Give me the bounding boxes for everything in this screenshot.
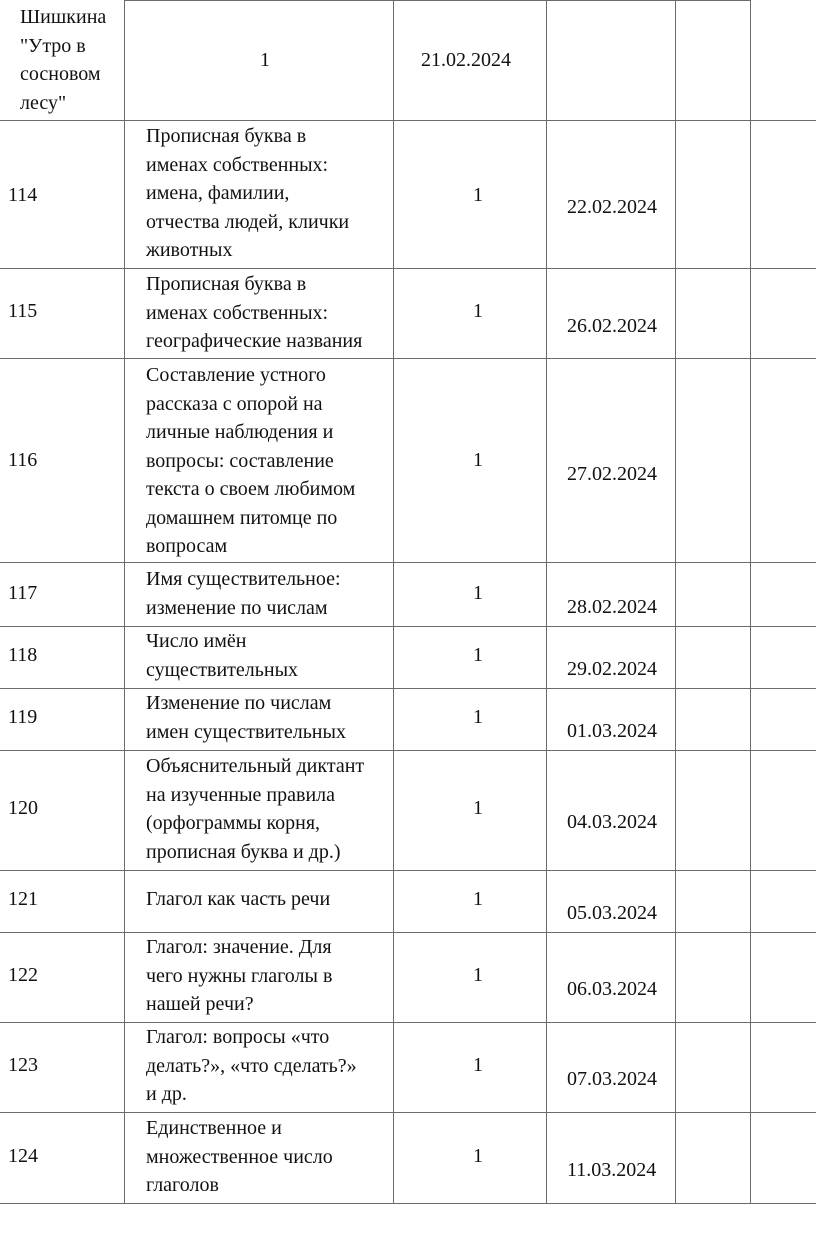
column-border <box>546 0 547 1204</box>
hours-cell: 1 <box>260 49 270 71</box>
date-cell: 26.02.2024 <box>567 315 657 337</box>
row-border <box>124 0 751 1</box>
hours-cell: 1 <box>473 1145 483 1167</box>
row-border <box>0 358 816 359</box>
hours-cell: 1 <box>473 582 483 604</box>
topic-cell: Прописная буква в именах собственных: имена, фамилии, отчества людей, клички животных <box>146 125 350 261</box>
topic-cell: Прописная буква в именах собственных: географические названия <box>146 273 363 352</box>
row-border <box>0 562 816 563</box>
lesson-number: 123 <box>8 1054 38 1076</box>
row-border <box>0 268 816 269</box>
row-border <box>0 688 816 689</box>
row-border <box>0 1112 816 1113</box>
topic-cell: Объяснительный диктант на изученные правила (орфограммы корня, прописная буква и др.) <box>146 755 365 863</box>
row-border <box>0 870 816 871</box>
row-border <box>0 120 816 121</box>
row-border <box>0 750 816 751</box>
lesson-number: 120 <box>8 797 38 819</box>
lesson-number: 119 <box>8 706 38 728</box>
lesson-number: 116 <box>8 449 38 471</box>
topic-cell: Глагол: вопросы «что делать?», «что сделать?» и др. <box>146 1026 357 1105</box>
date-cell: 04.03.2024 <box>567 811 657 833</box>
topic-cell: Шишкина "Утро в сосновом лесу" <box>20 6 107 114</box>
lesson-number: 122 <box>8 964 38 986</box>
column-border <box>750 0 751 1204</box>
topic-cell: Глагол как часть речи <box>146 888 331 910</box>
hours-cell: 1 <box>473 1054 483 1076</box>
lesson-number: 124 <box>8 1145 38 1167</box>
date-cell: 11.03.2024 <box>567 1159 657 1181</box>
date-cell: 21.02.2024 <box>421 49 511 71</box>
date-cell: 22.02.2024 <box>567 196 657 218</box>
column-border <box>393 0 394 1204</box>
row-border <box>0 1203 816 1204</box>
date-cell: 01.03.2024 <box>567 720 657 742</box>
topic-cell: Составление устного рассказа с опорой на личные наблюдения и вопросы: составление текста о своем любимом домашнем питомце по вопросам <box>146 364 356 557</box>
date-cell: 28.02.2024 <box>567 596 657 618</box>
column-border <box>675 0 676 1204</box>
date-cell: 27.02.2024 <box>567 463 657 485</box>
hours-cell: 1 <box>473 449 483 471</box>
date-cell: 07.03.2024 <box>567 1068 657 1090</box>
lesson-number: 121 <box>8 888 38 910</box>
hours-cell: 1 <box>473 964 483 986</box>
date-cell: 06.03.2024 <box>567 978 657 1000</box>
hours-cell: 1 <box>473 184 483 206</box>
date-cell: 29.02.2024 <box>567 658 657 680</box>
topic-cell: Число имён существительных <box>146 630 299 681</box>
topic-cell: Имя существительное: изменение по числам <box>146 568 341 619</box>
row-border <box>0 626 816 627</box>
hours-cell: 1 <box>473 888 483 910</box>
row-border <box>0 1022 816 1023</box>
lesson-number: 118 <box>8 644 38 666</box>
column-border <box>124 0 125 1204</box>
hours-cell: 1 <box>473 706 483 728</box>
date-cell: 05.03.2024 <box>567 902 657 924</box>
lesson-number: 117 <box>8 582 38 604</box>
hours-cell: 1 <box>473 644 483 666</box>
lesson-number: 114 <box>8 184 38 206</box>
lesson-number: 115 <box>8 300 38 322</box>
hours-cell: 1 <box>473 797 483 819</box>
row-border <box>0 932 816 933</box>
hours-cell: 1 <box>473 300 483 322</box>
topic-cell: Изменение по числам имен существительных <box>146 692 346 743</box>
topic-cell: Глагол: значение. Для чего нужны глаголы в нашей речи? <box>146 936 333 1015</box>
topic-cell: Единственное и множественное число глаголов <box>146 1117 333 1196</box>
